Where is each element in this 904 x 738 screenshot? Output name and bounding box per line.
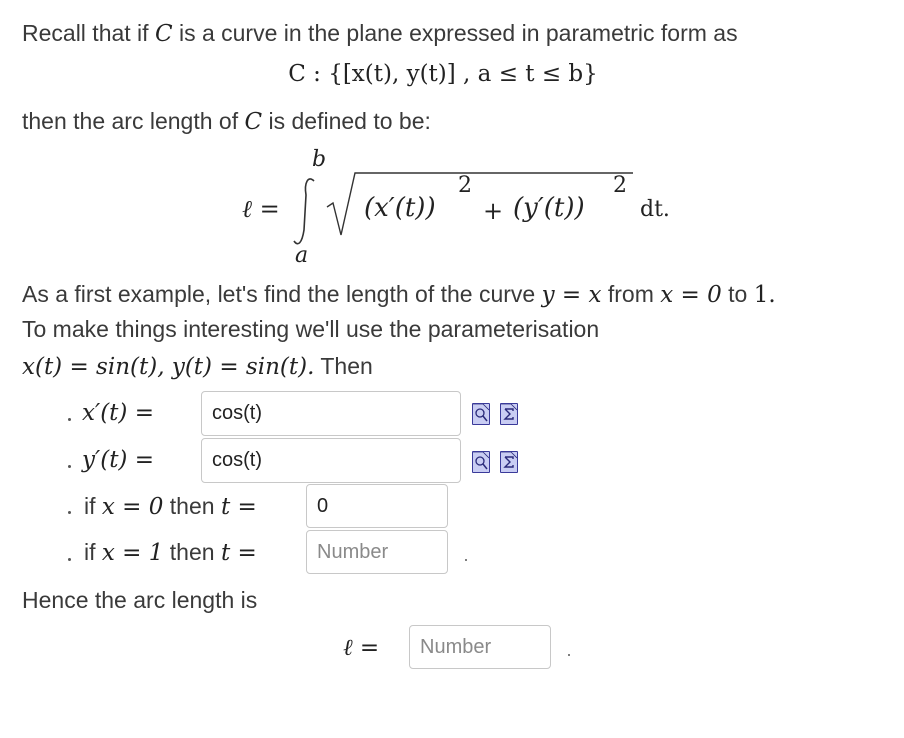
preview-icon[interactable] [472, 451, 490, 473]
bullet-2 [68, 465, 71, 468]
parametric-form [0, 60, 904, 88]
period-mark-2 [568, 654, 570, 656]
period-mark [465, 559, 467, 561]
formula-lhs: ℓ = [242, 195, 280, 223]
intro-line-2 [22, 107, 431, 136]
example-line-2 [22, 315, 599, 343]
exponent-2: 2 [613, 173, 627, 198]
exponent-1: 2 [458, 173, 472, 198]
sigma-icon[interactable] [500, 451, 518, 473]
t-at-x-one-placeholder: Number [317, 540, 389, 563]
bullet-1 [68, 418, 71, 421]
example-text-a: As a first example, let's find the length of the curve [22, 281, 536, 307]
intro-text-d: is defined to be: [268, 108, 431, 134]
then-text: then [169, 493, 215, 519]
bullet-3 [68, 511, 71, 514]
then-text-2: then [169, 539, 215, 565]
integral-sign-icon [292, 175, 322, 250]
sigma-icon[interactable] [500, 403, 518, 425]
y-prime-label: y′(t) = [82, 447, 154, 473]
example-text-b: from [607, 281, 654, 307]
x-prime-input[interactable] [201, 391, 461, 436]
intro-text-b: is a curve in the plane expressed in parametric form as [178, 20, 738, 46]
example-then: Then [320, 353, 373, 379]
x-prime-value: cos(t) [212, 402, 262, 424]
result-lhs: ℓ = [343, 635, 380, 661]
bullet-4 [68, 558, 71, 561]
arc-length-formula [240, 145, 680, 270]
curve-symbol: C [154, 21, 173, 47]
preview-icon[interactable] [472, 403, 490, 425]
t-at-x-zero-value: 0 [317, 494, 329, 517]
from-expression: x = 0 [660, 282, 722, 308]
parametric-expression: C : {[x(t), y(t)] , a ≤ t ≤ b} [288, 61, 598, 87]
x-prime-label: x′(t) = [82, 400, 154, 426]
x-zero-condition: x = 0 [101, 494, 164, 520]
parameterisation-expression: x(t) = sin(t), y(t) = sin(t). [22, 354, 315, 380]
x-zero-label [84, 492, 257, 521]
y-prime-value: cos(t) [212, 449, 262, 471]
arc-length-placeholder: Number [420, 635, 492, 658]
integral-upper-limit: b [312, 147, 327, 172]
intro-line-1 [22, 19, 738, 48]
to-value: 1. [753, 282, 776, 308]
example-line-1 [22, 280, 776, 309]
formula-plus: + [483, 197, 504, 225]
x-one-condition: x = 1 [101, 540, 164, 566]
result-text: Hence the arc length is [22, 587, 258, 613]
intro-text-c: then the arc length of [22, 108, 239, 134]
curve-equation: y = x [541, 282, 602, 308]
arc-length-input[interactable] [409, 625, 551, 669]
curve-symbol-2: C [244, 109, 263, 135]
example-text-d: To make things interesting we'll use the parameterisation [22, 316, 600, 342]
example-text-c: to [728, 281, 748, 307]
x-one-label [84, 538, 257, 567]
t-at-x-one-input[interactable] [306, 530, 448, 574]
t-equals-2: t = [220, 540, 257, 566]
formula-term-1: (x′(t)) [364, 193, 436, 223]
integral-lower-limit: a [295, 243, 309, 268]
y-prime-input[interactable] [201, 438, 461, 483]
t-equals: t = [220, 494, 257, 520]
intro-text-a: Recall that if [22, 20, 149, 46]
if-text-2: if [84, 539, 96, 565]
example-line-3 [22, 352, 373, 381]
if-text: if [84, 493, 96, 519]
t-at-x-zero-input[interactable] [306, 484, 448, 528]
formula-term-2: (y′(t)) [513, 193, 585, 223]
formula-dt: dt. [640, 197, 670, 222]
